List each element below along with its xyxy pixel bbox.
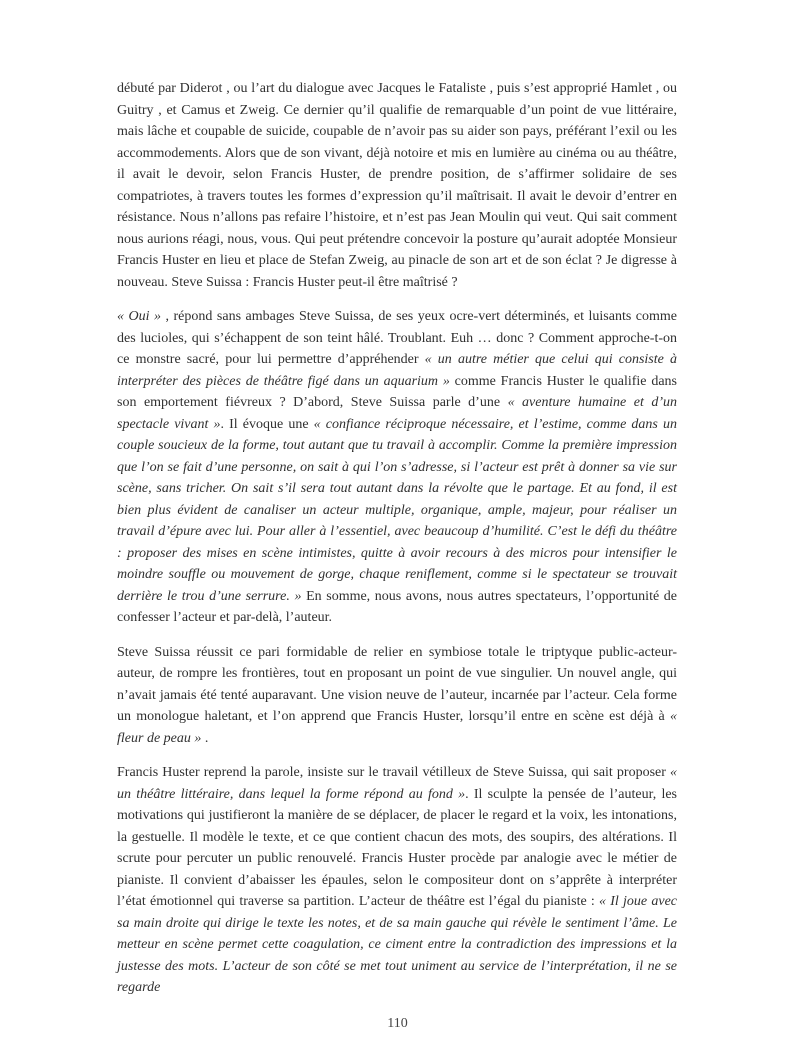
text-run: . bbox=[201, 730, 209, 746]
text-run: , répond sans ambages Steve Suissa, de ses yeux ocre-vert déterminés, et luisants comme des lucioles, qui s’échappent de son teint hâlé. Troublant. Euh … donc ? Comment approche-t-on ce monstre sacré, pour lui permettre d’appréhender bbox=[117, 309, 678, 367]
text-run: . Il sculpte la pensée de l’auteur, les motivations qui justifieront la manière de se déplacer, de placer le regard et la voix, les intonations, la gestuelle. Il modèle le texte, et ce que contient chacun des mots, des soupirs, des altérations. Il scrute pour percuter un public renouvelé. Francis Huster procède par analogie avec le métier de pianiste. Il convient d’abaisser les épaules, selon le compositeur dont on s’apprête à interpréter l’état émotionnel qui traverse sa partition. L’acteur de théâtre est l’égal du pianiste : bbox=[117, 786, 677, 909]
text-run: . Il évoque une bbox=[220, 416, 314, 432]
body-text bbox=[117, 78, 677, 1012]
italic-quote: « un théâtre littéraire, dans lequel la forme répond au fond » bbox=[117, 765, 677, 802]
text-run: comme Francis Huster le qualifie dans son emportement fiévreux ? D’abord, Steve Suissa parle d’une bbox=[117, 373, 677, 410]
paragraph bbox=[117, 642, 677, 750]
italic-quote: « Il joue avec sa main droite qui dirige le texte les notes, et de sa main gauche qui révèle le sentiment l’âme. Le metteur en scène permet cette coagulation, ce ciment entre la contradiction des impressions et la justesse des mots. L’acteur de son côté se met tout uniment au service de l’interprétation, il ne se regarde bbox=[117, 894, 677, 995]
italic-quote: « confiance réciproque nécessaire, et l’estime, comme dans un couple soucieux de la forme, tout autant que tu travail à accomplir. Comme la première impression que l’on se fait d’une personne, on sait à qui l’on s’adresse, si l’acteur est prêt à donner sa vie sur scène, sans tricher. On sait s’il sera tout autant dans la révolte que le partage. Et au fond, il est bien plus évident de canaliser un acteur multiple, organique, ample, majeur, pour réaliser un travail d’épure avec lui. Pour aller à l’essentiel, avec beaucoup d’humilité. C’est le défi du théâtre : proposer des mises en scène intimistes, quitte à avoir recours à des micros pour intensifier le moindre souffle ou mouvement de gorge, chaque reniflement, comme si le spectateur se trouvait derrière le trou d’une serrure. » bbox=[117, 416, 677, 604]
page-number: 110 bbox=[387, 1016, 408, 1031]
italic-quote: « aventure humaine et d’un spectacle vivant » bbox=[117, 395, 677, 432]
italic-quote: « Oui » bbox=[117, 309, 166, 324]
paragraph bbox=[117, 306, 677, 629]
paragraph bbox=[117, 78, 677, 293]
text-run: débuté par Diderot , ou l’art du dialogue avec Jacques le Fataliste , puis s’est approprié Hamlet , ou Guitry , et Camus et Zweig. Ce dernier qu’il qualifie de remarquable d’un point de vue littéraire, mais lâche et coupable de suicide, coupable de n’avoir pas su aider son pays, préférant l’exil ou les accommodements. Alors que de son vivant, déjà notoire et mis en lumière au cinéma ou au théâtre, il avait le devoir, selon Francis Huster, de prendre position, de s’affirmer solidaire de ses compatriotes, à travers toutes les formes d’expression qu’il maîtrisait. Il avait le devoir d’entrer en résistance. Nous n’allons pas refaire l’histoire, et n’est pas Jean Moulin qui veut. Qui sait comment nous aurions réagi, nous, vous. Qui peut prétendre concevoir la posture qu’aurait adoptée Monsieur Francis Huster en lieu et place de Stefan Zweig, au pinacle de son art et de son éclat ? Je digresse à nouveau. Steve Suissa : Francis Huster peut-il être maîtrisé ? bbox=[117, 81, 677, 290]
italic-quote: « un autre métier que celui qui consiste à interpréter des pièces de théâtre figé dans un aquarium » bbox=[117, 352, 677, 389]
text-run: Francis Huster reprend la parole, insiste sur le travail vétilleux de Steve Suissa, qui sait proposer bbox=[117, 765, 670, 780]
paragraph bbox=[117, 762, 677, 999]
text-run: Steve Suissa réussit ce pari formidable de relier en symbiose totale le triptyque public-acteur-auteur, de rompre les frontières, tout en proposant un point de vue singulier. Un nouvel angle, qui n’avait jamais été tenté auparavant. Une vision neuve de l’auteur, incarnée par l’acteur. Cela forme un monologue haletant, et l’on apprend que Francis Huster, lorsqu’il entre en scène est déjà à bbox=[117, 644, 677, 724]
italic-quote: « fleur de peau » bbox=[117, 709, 677, 746]
text-run: En somme, nous avons, nous autres spectateurs, l’opportunité de confesser l’acteur et par-delà, l’auteur. bbox=[117, 588, 678, 625]
